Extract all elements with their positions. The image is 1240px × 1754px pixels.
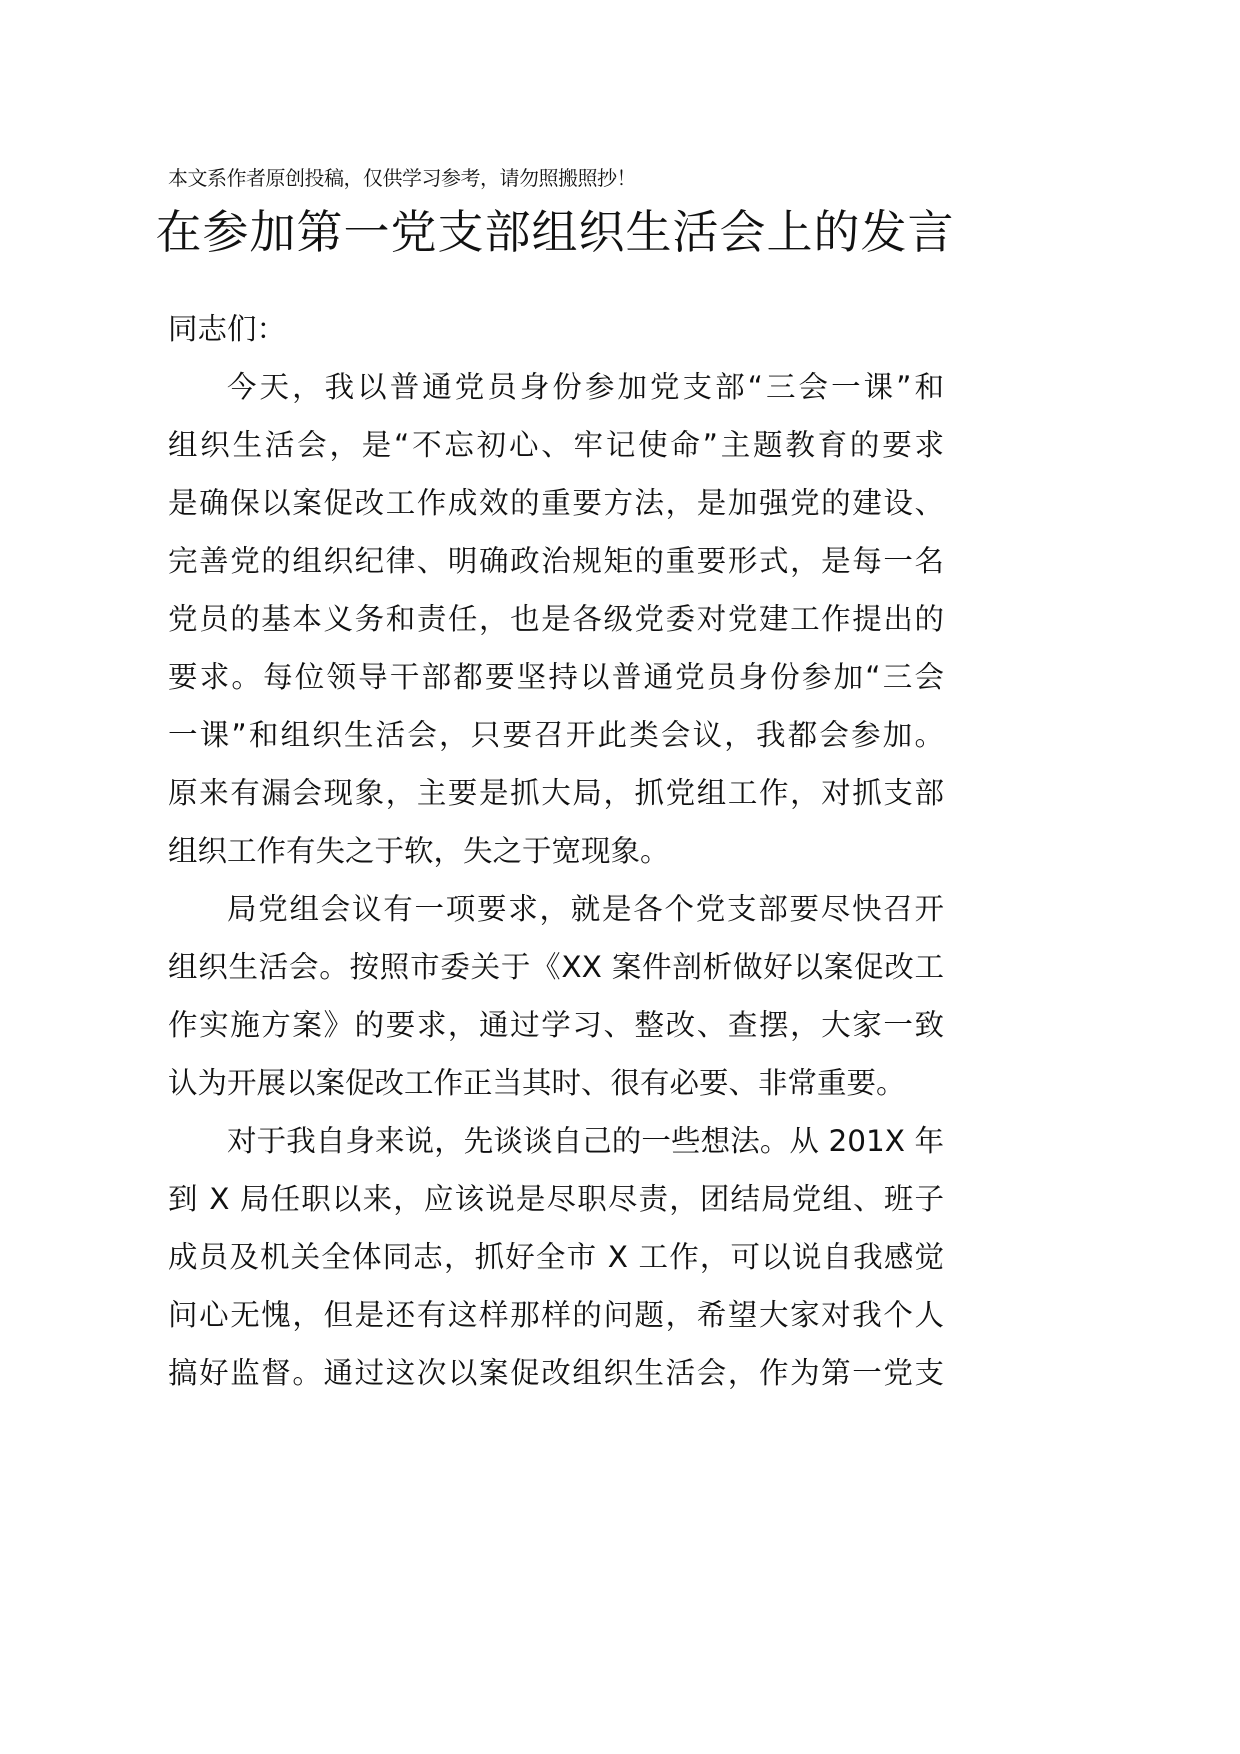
- paragraph-line: 要求。每位领导干部都要坚持以普通党员身份参加“三会: [168, 660, 944, 694]
- paragraph-1: [168, 358, 944, 880]
- paragraph-line: 局党组会议有一项要求，就是各个党支部要尽快召开: [227, 892, 944, 926]
- salutation: 同志们：: [168, 312, 287, 346]
- paragraph-2: [168, 880, 944, 1112]
- document-body: [168, 300, 944, 1402]
- paragraph-line: 是确保以案促改工作成效的重要方法，是加强党的建设、: [168, 486, 944, 520]
- document-title: 在参加第一党支部组织生活会上的发言: [155, 205, 955, 259]
- paragraph-line: 对于我自身来说，先谈谈自己的一些想法。从 201X 年: [227, 1124, 944, 1158]
- paragraph-line: 一课”和组织生活会，只要召开此类会议，我都会参加。: [168, 718, 944, 752]
- paragraph-line: 搞好监督。通过这次以案促改组织生活会，作为第一党支: [168, 1356, 944, 1390]
- paragraph-line: 党员的基本义务和责任，也是各级党委对党建工作提出的: [168, 602, 944, 636]
- paragraph-line: 问心无愧，但是还有这样那样的问题，希望大家对我个人: [168, 1298, 944, 1332]
- paragraph-line: 成员及机关全体同志，抓好全市 X 工作，可以说自我感觉: [168, 1240, 944, 1274]
- paragraph-line: 组织生活会，是“不忘初心、牢记使命”主题教育的要求: [168, 428, 944, 462]
- paragraph-line: 组织工作有失之于软，失之于宽现象。: [168, 834, 670, 868]
- paragraph-line: 组织生活会。按照市委关于《XX 案件剖析做好以案促改工: [168, 950, 944, 984]
- paragraph-3: [168, 1112, 944, 1402]
- paragraph-line: 今天，我以普通党员身份参加党支部“三会一课”和: [227, 370, 944, 404]
- paragraph-line: 完善党的组织纪律、明确政治规矩的重要形式，是每一名: [168, 544, 944, 578]
- paragraph-line: 到 X 局任职以来，应该说是尽职尽责，团结局党组、班子: [168, 1182, 944, 1216]
- paragraph-line: 认为开展以案促改工作正当其时、很有必要、非常重要。: [168, 1066, 906, 1100]
- copyright-disclaimer: 本文系作者原创投稿，仅供学习参考，请勿照搬照抄！: [168, 166, 636, 190]
- paragraph-line: 原来有漏会现象，主要是抓大局，抓党组工作，对抓支部: [168, 776, 944, 810]
- paragraph-line: 作实施方案》的要求，通过学习、整改、查摆，大家一致: [168, 1008, 944, 1042]
